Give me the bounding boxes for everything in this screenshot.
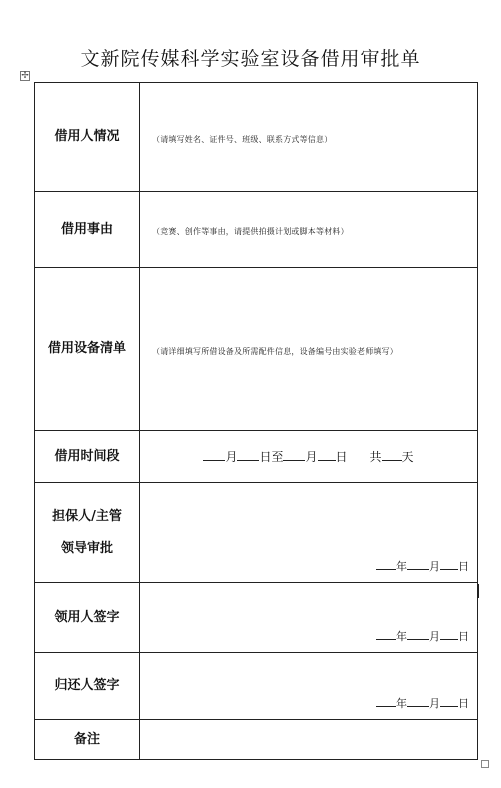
period-line bbox=[140, 448, 477, 465]
form-title: 文新院传媒科学实验室设备借用审批单 bbox=[80, 48, 421, 70]
approval-day-unit: 日 bbox=[458, 560, 469, 573]
hint-borrower-info: （请填写姓名、证件号、班级、联系方式等信息） bbox=[152, 134, 333, 144]
row-borrower-info bbox=[35, 83, 478, 192]
row-approval bbox=[35, 483, 478, 583]
return-month-unit: 月 bbox=[429, 697, 440, 710]
end-day-unit: 日 bbox=[335, 450, 348, 464]
label-return-sign: 归还人签字 bbox=[35, 653, 140, 720]
receiver-day-unit: 日 bbox=[458, 630, 469, 643]
start-day-blank[interactable] bbox=[237, 448, 259, 461]
text-cursor bbox=[478, 584, 479, 598]
row-remarks bbox=[35, 720, 478, 760]
period-days-unit: 天 bbox=[401, 450, 414, 464]
end-month-blank[interactable] bbox=[283, 448, 305, 461]
approval-month-unit: 月 bbox=[429, 560, 440, 573]
approval-year-unit: 年 bbox=[396, 560, 407, 573]
row-period bbox=[35, 431, 478, 483]
receiver-month-blank[interactable] bbox=[407, 628, 429, 640]
field-equipment[interactable] bbox=[140, 268, 478, 431]
return-date-line bbox=[376, 695, 469, 711]
field-period bbox=[140, 431, 478, 483]
field-remarks[interactable] bbox=[140, 720, 478, 760]
total-days-blank[interactable] bbox=[382, 448, 402, 461]
row-equipment bbox=[35, 268, 478, 431]
approval-day-blank[interactable] bbox=[440, 558, 458, 570]
start-month-blank[interactable] bbox=[203, 448, 225, 461]
return-year-unit: 年 bbox=[396, 697, 407, 710]
row-reason bbox=[35, 192, 478, 268]
return-month-blank[interactable] bbox=[407, 695, 429, 707]
return-day-unit: 日 bbox=[458, 697, 469, 710]
receiver-year-blank[interactable] bbox=[376, 628, 396, 640]
field-reason[interactable] bbox=[140, 192, 478, 268]
table-move-handle-icon[interactable]: ✢ bbox=[21, 71, 29, 81]
approval-year-blank[interactable] bbox=[376, 558, 396, 570]
return-day-blank[interactable] bbox=[440, 695, 458, 707]
label-period: 借用时间段 bbox=[35, 431, 140, 483]
label-receiver-sign: 领用人签字 bbox=[35, 583, 140, 653]
receiver-day-blank[interactable] bbox=[440, 628, 458, 640]
label-remarks: 备注 bbox=[35, 720, 140, 760]
receiver-date-line bbox=[376, 628, 469, 644]
field-borrower-info[interactable] bbox=[140, 83, 478, 192]
label-approval-line1: 担保人/主管 bbox=[52, 508, 122, 524]
label-equipment: 借用设备清单 bbox=[35, 268, 140, 431]
approval-form-table bbox=[34, 82, 478, 760]
start-day-unit: 日 bbox=[259, 450, 272, 464]
hint-equipment: （请详细填写所借设备及所需配件信息，设备编号由实验老师填写） bbox=[152, 346, 398, 356]
period-total: 共 bbox=[369, 450, 382, 464]
row-return-sign bbox=[35, 653, 478, 720]
end-day-blank[interactable] bbox=[318, 448, 336, 461]
start-month-unit: 月 bbox=[225, 450, 238, 464]
table-resize-handle[interactable] bbox=[481, 760, 489, 768]
label-borrower-info: 借用人情况 bbox=[35, 83, 140, 192]
end-month-unit: 月 bbox=[305, 450, 318, 464]
label-approval bbox=[35, 483, 140, 583]
receiver-year-unit: 年 bbox=[396, 630, 407, 643]
period-to: 至 bbox=[271, 450, 284, 464]
hint-reason: （竞赛、创作等事由，请提供拍摄计划或脚本等材料） bbox=[152, 227, 349, 236]
row-receiver-sign bbox=[35, 583, 478, 653]
label-approval-line2: 领导审批 bbox=[60, 540, 113, 556]
field-approval[interactable] bbox=[140, 483, 478, 583]
approval-month-blank[interactable] bbox=[407, 558, 429, 570]
receiver-month-unit: 月 bbox=[429, 630, 440, 643]
field-return-sign[interactable] bbox=[140, 653, 478, 720]
field-receiver-sign[interactable] bbox=[140, 583, 478, 653]
label-reason: 借用事由 bbox=[35, 192, 140, 268]
return-year-blank[interactable] bbox=[376, 695, 396, 707]
approval-date-line bbox=[376, 558, 469, 574]
